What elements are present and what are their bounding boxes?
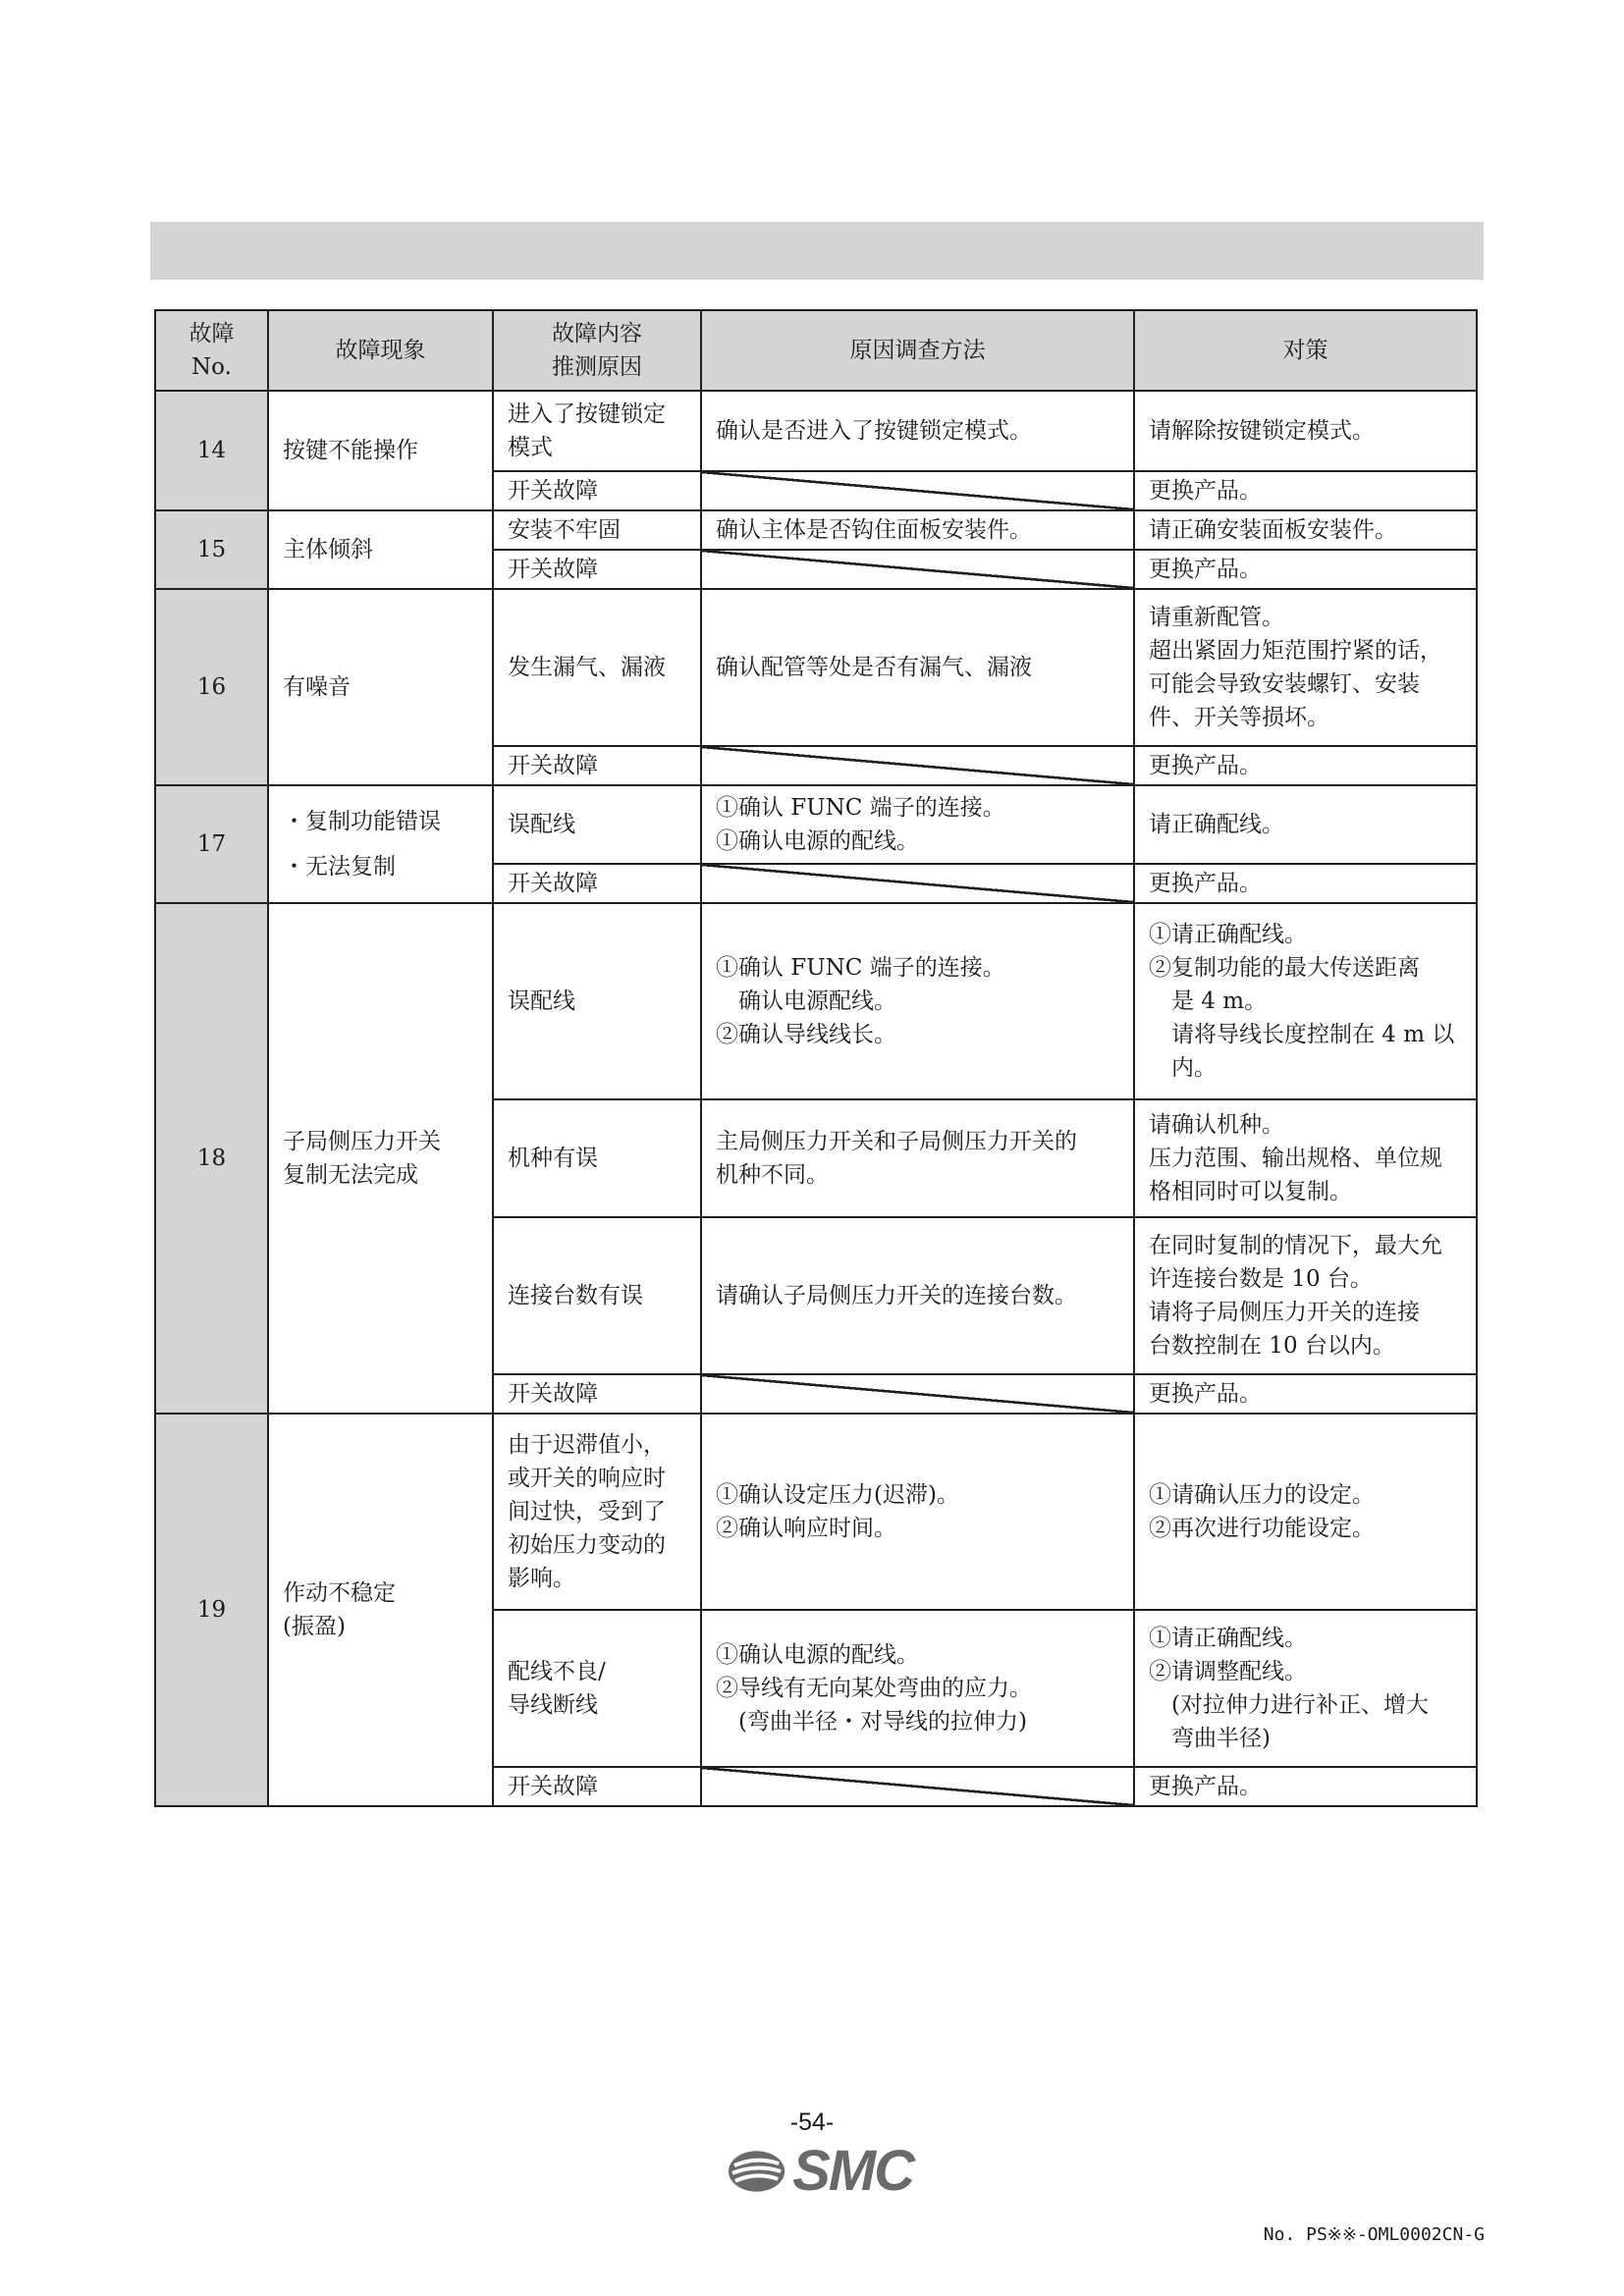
investigation-not-applicable bbox=[701, 864, 1134, 903]
table-row bbox=[155, 510, 1477, 550]
troubleshooting-table bbox=[154, 309, 1478, 1807]
investigation-method: ①确认 FUNC 端子的连接。 确认电源配线。 ②确认导线线长。 bbox=[701, 903, 1134, 1099]
table-header-row bbox=[155, 310, 1477, 391]
fault-symptom: 按键不能操作 bbox=[268, 391, 493, 510]
countermeasure: 请解除按键锁定模式。 bbox=[1134, 391, 1477, 471]
countermeasure: 更换产品。 bbox=[1134, 1767, 1477, 1806]
smc-swirl-icon bbox=[727, 2149, 786, 2194]
logo-text: SMC bbox=[792, 2139, 913, 2203]
countermeasure: 请正确配线。 bbox=[1134, 785, 1477, 864]
table-row bbox=[155, 391, 1477, 471]
fault-cause: 连接台数有误 bbox=[493, 1217, 701, 1374]
symptom-line: ・无法复制 bbox=[283, 854, 396, 880]
countermeasure: ①请正确配线。 ②请调整配线。 (对拉伸力进行补正、增大 弯曲半径) bbox=[1134, 1610, 1477, 1767]
fault-symptom: 作动不稳定 (振盈) bbox=[268, 1414, 493, 1806]
header-symptom: 故障现象 bbox=[268, 310, 493, 391]
investigation-method: ①确认 FUNC 端子的连接。 ①确认电源的配线。 bbox=[701, 785, 1134, 864]
fault-symptom: 主体倾斜 bbox=[268, 510, 493, 589]
countermeasure: 请确认机种。 压力范围、输出规格、单位规 格相同时可以复制。 bbox=[1134, 1099, 1477, 1217]
fault-cause: 开关故障 bbox=[493, 746, 701, 785]
fault-cause: 误配线 bbox=[493, 785, 701, 864]
fault-cause: 开关故障 bbox=[493, 1767, 701, 1806]
investigation-method: ①确认电源的配线。 ②导线有无向某处弯曲的应力。 (弯曲半径・对导线的拉伸力) bbox=[701, 1610, 1134, 1767]
investigation-not-applicable bbox=[701, 1767, 1134, 1806]
countermeasure: ①请正确配线。 ②复制功能的最大传送距离 是 4 m。 请将导线长度控制在 4 m 以 内。 bbox=[1134, 903, 1477, 1099]
fault-cause: 开关故障 bbox=[493, 471, 701, 510]
fault-number: 19 bbox=[155, 1414, 268, 1806]
table-row bbox=[155, 589, 1477, 746]
fault-symptom: 子局侧压力开关 复制无法完成 bbox=[268, 903, 493, 1414]
investigation-method: 确认配管等处是否有漏气、漏液 bbox=[701, 589, 1134, 746]
investigation-method: ①确认设定压力(迟滞)。 ②确认响应时间。 bbox=[701, 1414, 1134, 1610]
fault-cause: 开关故障 bbox=[493, 550, 701, 589]
investigation-not-applicable bbox=[701, 471, 1134, 510]
fault-symptom: 有噪音 bbox=[268, 589, 493, 785]
investigation-not-applicable bbox=[701, 550, 1134, 589]
countermeasure: 更换产品。 bbox=[1134, 471, 1477, 510]
header-countermeasure: 对策 bbox=[1134, 310, 1477, 391]
symptom-line: ・复制功能错误 bbox=[283, 809, 441, 834]
fault-number: 15 bbox=[155, 510, 268, 589]
countermeasure: 更换产品。 bbox=[1134, 746, 1477, 785]
fault-cause: 发生漏气、漏液 bbox=[493, 589, 701, 746]
countermeasure: 更换产品。 bbox=[1134, 550, 1477, 589]
fault-cause: 开关故障 bbox=[493, 864, 701, 903]
document-number: No. PS※※-OML0002CN-G bbox=[1263, 2224, 1485, 2245]
fault-cause: 安装不牢固 bbox=[493, 510, 701, 550]
investigation-method: 确认是否进入了按键锁定模式。 bbox=[701, 391, 1134, 471]
page-number: -54- bbox=[789, 2109, 835, 2136]
countermeasure: ①请确认压力的设定。 ②再次进行功能设定。 bbox=[1134, 1414, 1477, 1610]
investigation-method: 确认主体是否钩住面板安装件。 bbox=[701, 510, 1134, 550]
fault-number: 18 bbox=[155, 903, 268, 1414]
fault-cause: 机种有误 bbox=[493, 1099, 701, 1217]
fault-cause: 误配线 bbox=[493, 903, 701, 1099]
fault-number: 14 bbox=[155, 391, 268, 510]
countermeasure: 在同时复制的情况下，最大允 许连接台数是 10 台。 请将子局侧压力开关的连接 台数控制在 10 台以内。 bbox=[1134, 1217, 1477, 1374]
investigation-not-applicable bbox=[701, 746, 1134, 785]
section-title-bar bbox=[150, 222, 1484, 280]
fault-number: 16 bbox=[155, 589, 268, 785]
fault-cause: 进入了按键锁定 模式 bbox=[493, 391, 701, 471]
table-row bbox=[155, 903, 1477, 1099]
table-row bbox=[155, 1414, 1477, 1610]
table-row bbox=[155, 785, 1477, 864]
investigation-method: 请确认子局侧压力开关的连接台数。 bbox=[701, 1217, 1134, 1374]
fault-cause: 开关故障 bbox=[493, 1374, 701, 1414]
fault-symptom bbox=[268, 785, 493, 903]
fault-number: 17 bbox=[155, 785, 268, 903]
header-investigation: 原因调查方法 bbox=[701, 310, 1134, 391]
smc-logo bbox=[727, 2139, 913, 2203]
fault-cause: 配线不良/ 导线断线 bbox=[493, 1610, 701, 1767]
countermeasure: 更换产品。 bbox=[1134, 864, 1477, 903]
investigation-not-applicable bbox=[701, 1374, 1134, 1414]
countermeasure: 更换产品。 bbox=[1134, 1374, 1477, 1414]
header-no: 故障 No. bbox=[155, 310, 268, 391]
fault-cause: 由于迟滞值小， 或开关的响应时 间过快，受到了 初始压力变动的 影响。 bbox=[493, 1414, 701, 1610]
header-cause: 故障内容 推测原因 bbox=[493, 310, 701, 391]
countermeasure: 请正确安装面板安装件。 bbox=[1134, 510, 1477, 550]
countermeasure: 请重新配管。 超出紧固力矩范围拧紧的话， 可能会导致安装螺钉、安装 件、开关等损坏。 bbox=[1134, 589, 1477, 746]
investigation-method: 主局侧压力开关和子局侧压力开关的 机种不同。 bbox=[701, 1099, 1134, 1217]
